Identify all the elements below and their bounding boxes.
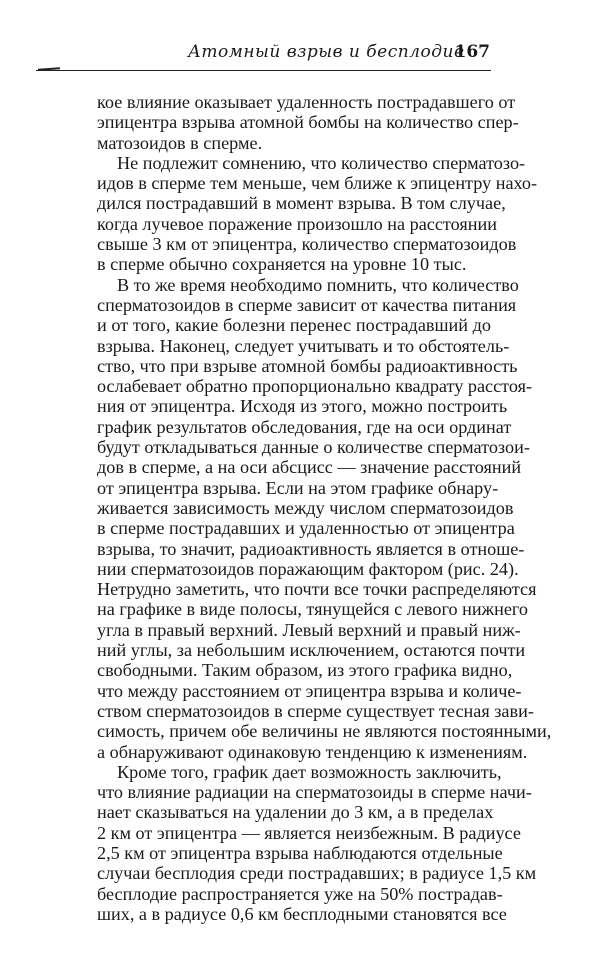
text-line: ство, что при взрыве атомной бомбы радиоактивность [97,355,518,376]
text-line: взрыва, то значит, радиоактивность является в отноше- [97,538,525,559]
paragraph [97,92,519,153]
text-line: ших, а в радиусе 0,6 км бесплодными становятся все [97,903,507,924]
text-line: на графике в виде полосы, тянущейся с левого нижнего [97,599,529,620]
text-line: идов в сперме тем меньше, чем ближе к эпицентру нахо- [97,173,538,194]
text-line: а обнаруживают одинаковую тенденцию к изменениям. [97,741,528,762]
header-rule [36,70,491,71]
text-line: дился пострадавший в момент взрыва. В том случае, [97,193,506,214]
text-line: симость, причем обе величины не являются постоянными, [97,721,552,742]
text-line: когда лучевое поражение произошло на расстоянии [97,213,497,234]
text-line: угла в правый верхний. Левый верхний и правый ниж- [97,619,521,640]
text-line: будут откладываться данные о количестве сперматозои- [97,437,530,458]
text-line: случаи бесплодия среди пострадавших; в радиусе 1,5 км [97,863,537,884]
text-line: бесплодие распространяется уже на 50% пострадав- [97,883,503,904]
text-line: В то же время необходимо помнить, что количество [117,274,519,295]
running-title: Атомный взрыв и бесплодие [188,42,465,62]
text-line: и от того, какие болезни перенес пострадавший до [97,315,491,336]
text-line: в сперме обычно сохраняется на уровне 10 тыс. [97,254,467,275]
text-line: ством сперматозоидов в сперме существует тесная зави- [97,700,534,721]
text-line: кое влияние оказывает удаленность пострадавшего от [97,92,516,112]
text-line: 2 км от эпицентра — является неизбежным. В радиусе [97,822,521,843]
text-line: ний углы, за небольшим исключением, остаются почти [97,640,526,661]
text-line: что между расстоянием от эпицентра взрыва и количе- [97,680,522,701]
text-line: от эпицентра взрыва. Если на этом графике обнару- [97,477,499,498]
text-line: Не подлежит сомнению, что количество сперматозо- [117,152,526,173]
text-line: Кроме того, график дает возможность заключить, [117,761,502,782]
running-header [100,42,490,66]
text-line: дов в сперме, а на оси абсцисс — значение расстояний [97,457,522,478]
paragraph [97,761,537,924]
text-line: 2,5 км от эпицентра взрыва наблюдаются отдельные [97,842,503,863]
text-line: что влияние радиации на сперматозоиды в сперме начи- [97,782,532,803]
text-line: Нетрудно заметить, что почти все точки распределяются [97,579,537,600]
paragraph [97,152,538,275]
text-line: свободными. Таким образом, из этого графика видно, [97,660,513,681]
text-line: нии сперматозоидов поражающим фактором (рис. 24). [97,558,519,579]
text-line: в сперме пострадавших и удаленностью от эпицентра [97,518,515,539]
text-line: ослабевает обратно пропорционально квадрату расстоя- [97,376,533,397]
text-line: ния от эпицентра. Исходя из этого, можно построить [97,396,508,417]
text-line: нает сказываться на удалении до 3 км, а в пределах [97,802,494,823]
page-number: 167 [454,42,490,62]
text-line: свыше 3 км от эпицентра, количество сперматозоидов [97,234,517,255]
text-line: матозоидов в сперме. [97,132,263,153]
paragraph [97,274,552,762]
text-line: эпицентра взрыва атомной бомбы на количество спер- [97,112,519,133]
body-text [97,92,552,924]
text-line: живается зависимость между числом сперматозоидов [97,497,514,518]
text-line: сперматозоидов в сперме зависит от качества питания [97,294,517,315]
text-line: график результатов обследования, где на оси ординат [97,416,512,437]
text-line: взрыва. Наконец, следует учитывать и то обстоятель- [97,335,510,356]
